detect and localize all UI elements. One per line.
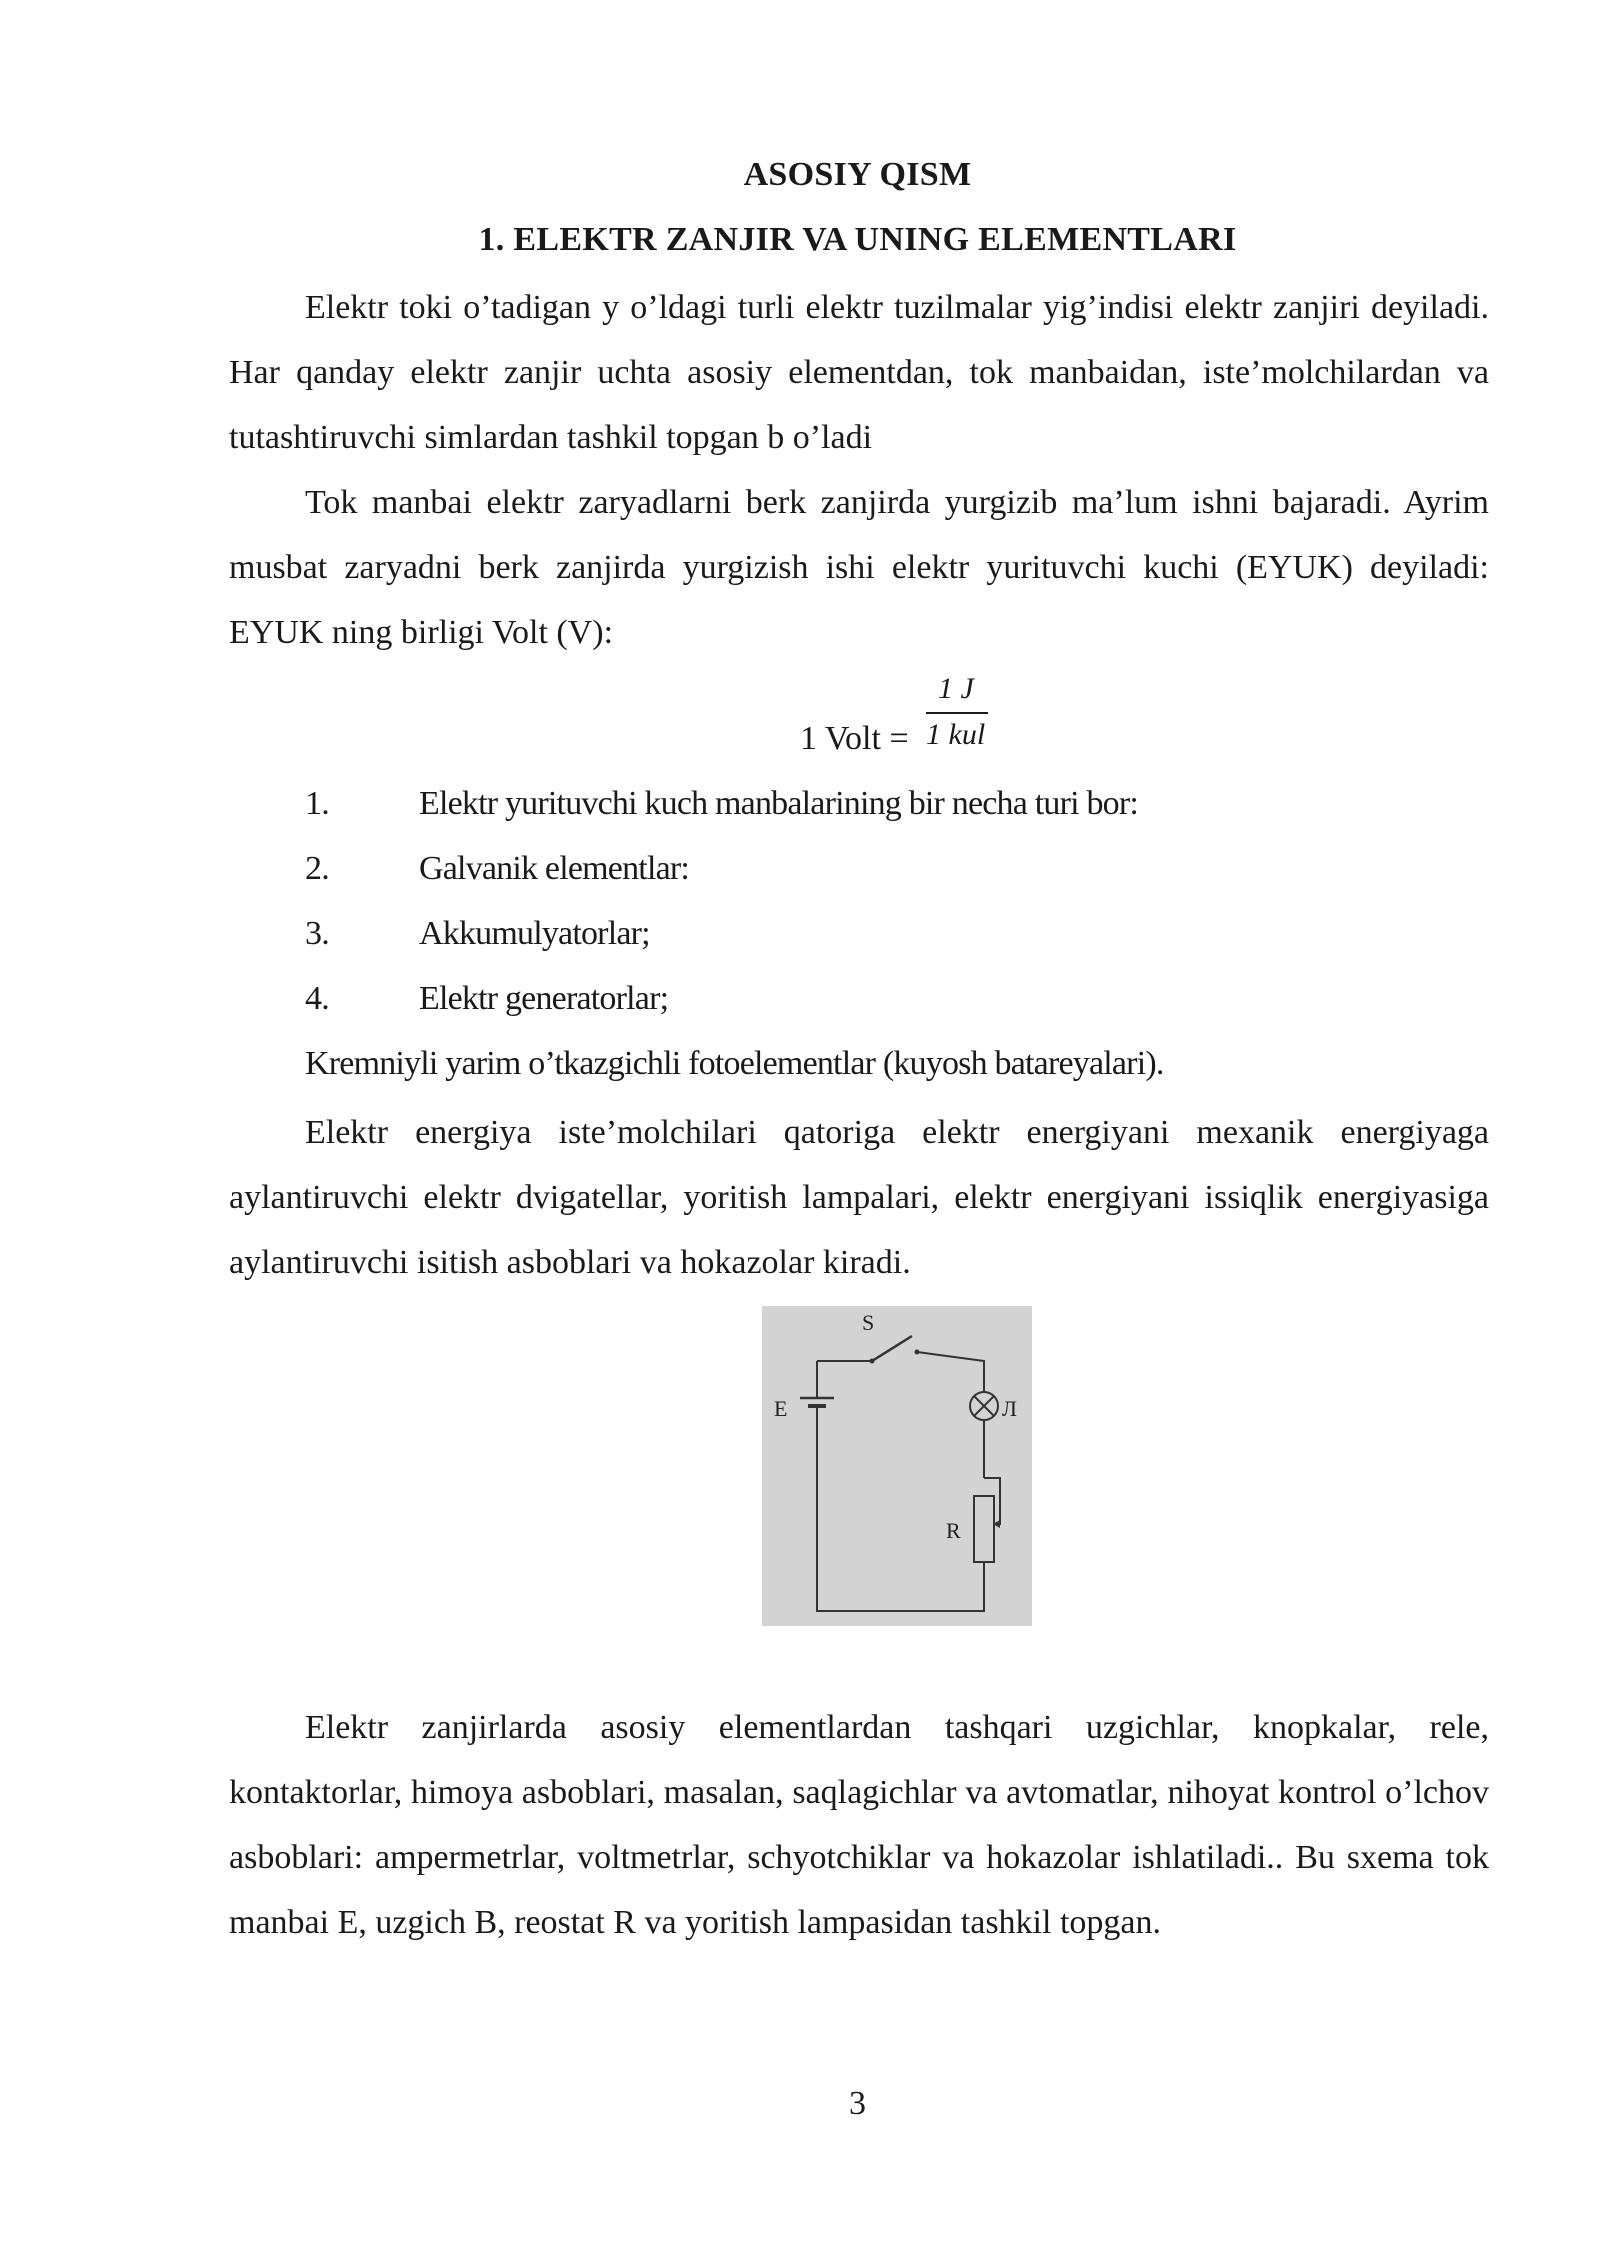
rheostat-label: R bbox=[946, 1518, 961, 1543]
paragraph-current-source bbox=[229, 470, 1489, 665]
paragraph-intro-text: Elektr toki o’tadigan y o’ldagi turli elektr tuzilmalar yig’indisi elektr zanjiri deyiladi. Har qanday elektr zanjir uchta asosiy elementdan, tok manbaidan, iste’molchilardan va tutashtiruvchi simlardan tashkil topgan b o’ladi bbox=[229, 289, 1489, 456]
chapter-heading: 1. ELEKTR ZANJIR VA UNING ELEMENTLARI bbox=[478, 221, 1237, 258]
list-text: Elektr yurituvchi kuch manbalarining bir necha turi bor: bbox=[419, 785, 1139, 822]
paragraph-current-source-text: Tok manbai elektr zaryadlarni berk zanjirda yurgizib ma’lum ishni bajaradi. Ayrim musbat zaryadni berk zanjirda yurgizish ishi elektr yurituvchi kuchi (EYUK) deyiladi: EYUK ning birligi Volt (V): bbox=[229, 484, 1489, 651]
list-number: 2. bbox=[305, 850, 329, 887]
list-tail-line: Kremniyli yarim o’tkazgichli fotoelementlar (kuyosh batareyalari). bbox=[305, 1045, 1164, 1082]
switch-contact-right bbox=[915, 1350, 920, 1355]
list-number: 3. bbox=[305, 915, 329, 952]
lamp-label: Л bbox=[1002, 1396, 1017, 1421]
source-label: E bbox=[774, 1396, 788, 1421]
circuit-diagram bbox=[762, 1306, 1032, 1626]
list-item bbox=[305, 980, 668, 1018]
list-number: 4. bbox=[305, 980, 329, 1017]
list-number: 1. bbox=[305, 785, 329, 822]
paragraph-consumers-text: Elektr energiya iste’molchilari qatoriga elektr energiyani mexanik energiyaga aylantiruvchi elektr dvigatellar, yoritish lampalari, elektr energiyani issiqlik energiyasiga aylantiruvchi isitish asboblari va hokazolar kiradi. bbox=[229, 1114, 1489, 1281]
circuit-svg bbox=[762, 1306, 1032, 1626]
switch-contact-left bbox=[870, 1359, 875, 1364]
list-text: Elektr generatorlar; bbox=[419, 980, 669, 1017]
paragraph-intro bbox=[229, 275, 1489, 470]
wire-top-right bbox=[917, 1352, 984, 1392]
list-item bbox=[305, 915, 650, 953]
switch-label: S bbox=[862, 1310, 875, 1335]
list-text: Galvanik elementlar: bbox=[419, 850, 690, 887]
section-heading: ASOSIY QISM bbox=[743, 156, 972, 193]
wire-left-bottom bbox=[817, 1406, 984, 1611]
paragraph-other-elements bbox=[229, 1695, 1489, 1955]
fraction-bar bbox=[926, 712, 988, 714]
paragraph-other-elements-text: Elektr zanjirlarda asosiy elementlardan tashqari uzgichlar, knopkalar, rele, kontaktorlar, himoya asboblari, masalan, saqlagichlar va avtomatlar, nihoyat kontrol o’lchov asboblari: ampermetrlar, voltmetrlar, schyotchiklar va hokazolar ishlatiladi.. Bu sxema tok manbai E, uzgich B, reostat R va yoritish lampasidan tashkil topgan. bbox=[229, 1709, 1489, 1941]
list-text: Akkumulyatorlar; bbox=[419, 915, 650, 952]
paragraph-consumers bbox=[229, 1100, 1489, 1295]
formula-denominator: 1 kul bbox=[926, 718, 986, 751]
rheostat-body bbox=[974, 1496, 994, 1562]
formula-lhs: 1 Volt = bbox=[800, 720, 909, 757]
list-item bbox=[305, 850, 689, 888]
rheostat-wiper-wire bbox=[984, 1478, 1000, 1524]
switch-blade bbox=[872, 1336, 912, 1361]
page-number: 3 bbox=[849, 2085, 866, 2122]
formula-numerator: 1 J bbox=[938, 672, 974, 705]
list-item bbox=[305, 785, 1138, 823]
lamp-cross bbox=[974, 1396, 994, 1416]
